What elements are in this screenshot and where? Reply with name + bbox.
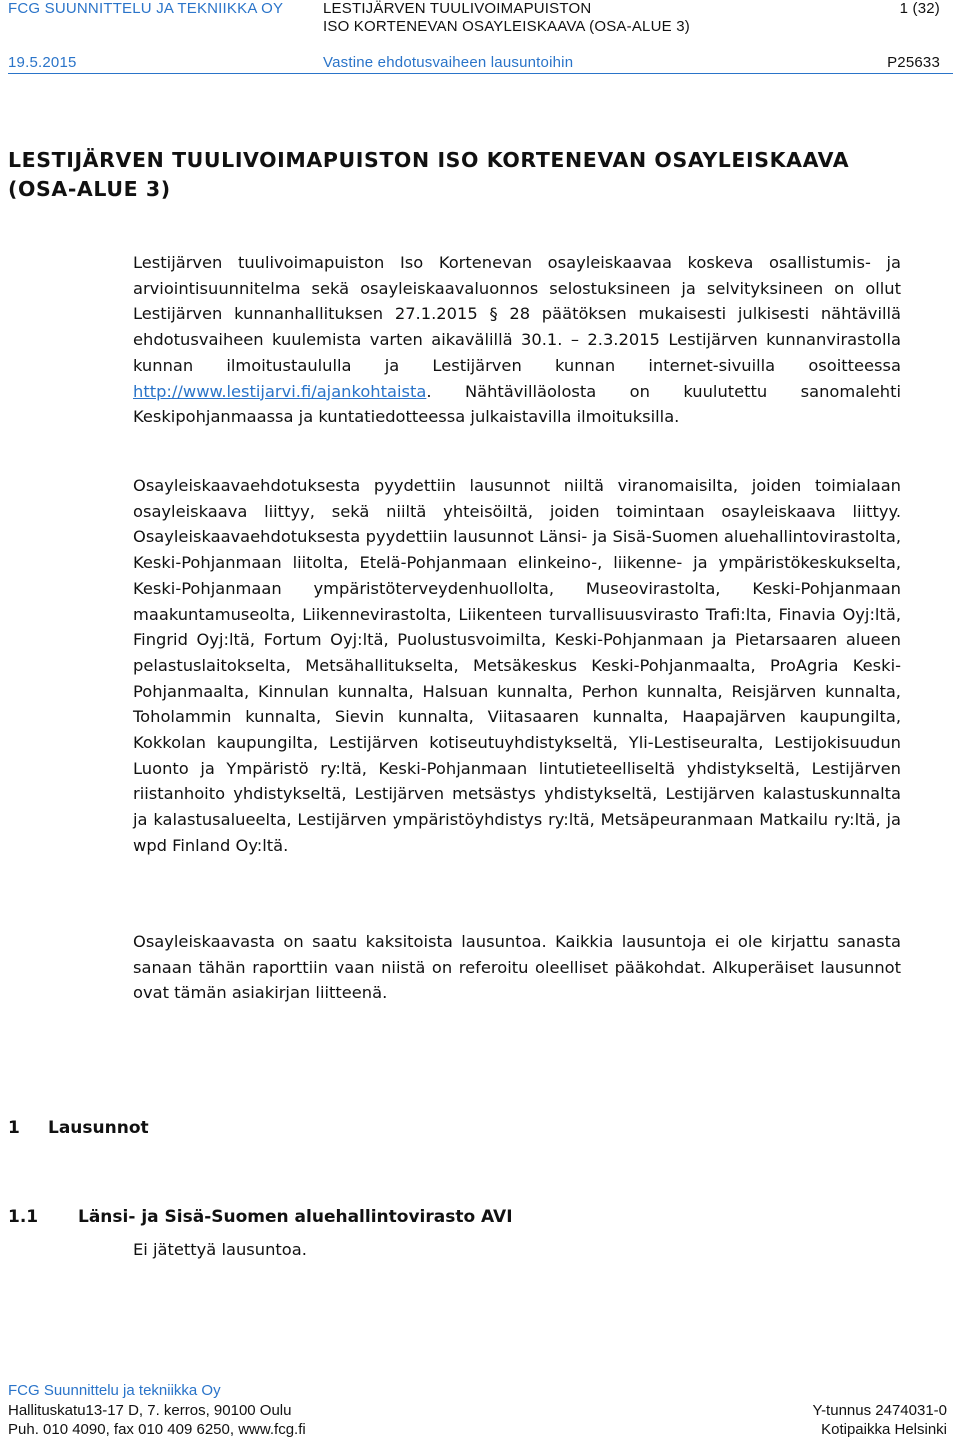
section-1-number: 1 (8, 1118, 20, 1138)
section-1-title: Lausunnot (48, 1118, 149, 1138)
section-1-1-title: Länsi- ja Sisä-Suomen aluehallintovirasto AVI (78, 1207, 513, 1227)
intro-paragraph (133, 250, 901, 430)
header-company: FCG SUUNNITTELU JA TEKNIIKKA OY (8, 0, 284, 17)
header-divider (8, 73, 953, 74)
intro-text-2: . Nähtävilläolosta on kuulutettu sanomalehti Keskipohjanmaassa ja kuntatiedotteessa julkaistavilla ilmoituksilla. (133, 381, 901, 427)
header-date: 19.5.2015 (8, 54, 77, 71)
footer-phone: Puh. 010 4090, fax 010 409 6250, www.fcg.fi (8, 1421, 306, 1438)
project-code: P25633 (887, 54, 940, 71)
footer-address: Hallituskatu13-17 D, 7. kerros, 90100 Oulu (8, 1402, 292, 1419)
intro-text-1: Lestijärven tuulivoimapuiston Iso Kortenevan osayleiskaavaa koskeva osallistumis- ja arviointisuunnitelma sekä osayleiskaavaluonnos selostuksineen ja selvityksineen on ollut Lestijärven kunnanhallituksen 27.1.2015 § 28 päätöksen mukaisesti julkisesti nähtävillä ehdotusvaiheen kuulemista varten aikavälillä 30.1. – 2.3.2015 Lestijärven kunnanvirastolla kunnan ilmoitustaululla ja Lestijärven kunnan internet-sivuilla osoitteessa (133, 253, 901, 375)
header-document-name: Vastine ehdotusvaiheen lausuntoihin (323, 54, 574, 71)
footer-company: FCG Suunnittelu ja tekniikka Oy (8, 1382, 221, 1399)
statements-received-paragraph: Osayleiskaavasta on saatu kaksitoista lausuntoa. Kaikkia lausuntoja ei ole kirjattu sanasta sanaan tähän raporttiin vaan niistä on referoitu oleelliset pääkohdat. Alkuperäiset lausunnot ovat tämän asiakirjan liitteenä. (133, 932, 901, 1003)
footer-business-id: Y-tunnus 2474031-0 (812, 1402, 947, 1419)
section-1-1-text: Ei jätettyä lausuntoa. (133, 1240, 307, 1259)
footer-domicile: Kotipaikka Helsinki (821, 1421, 947, 1438)
statements-requested-paragraph: Osayleiskaavaehdotuksesta pyydettiin lausunnot niiltä viranomaisilta, joiden toimialaan osayleiskaava liittyy, sekä niiltä yhteisöiltä, joiden toimintaan osayleiskaava liittyy. Osayleiskaavaehdotuksesta pyydettiin lausunnot Länsi- ja Sisä-Suomen aluehallintovirastolta, Keski-Pohjanmaan liitolta, Etelä-Pohjanmaan elinkeino-, liikenne- ja ympäristökeskukselta, Keski-Pohjanmaan ympäristöterveydenhuollolta, Museovirastolta, Keski-Pohjanmaan maakuntamuseolta, Liikennevirastolta, Liikenteen turvallisuusvirasto Trafi:lta, Finavia Oyj:ltä, Fingrid Oyj:ltä, Fortum Oyj:ltä, Puolustusvoimilta, Keski-Pohjanmaan ja Pietarsaaren alueen pelastuslaitokselta, Metsähallitukselta, Metsäkeskus Keski-Pohjanmaalta, ProAgria Keski-Pohjanmaalta, Kinnulan kunnalta, Halsuan kunnalta, Perhon kunnalta, Reisjärven kunnalta, Toholammin kunnalta, Sievin kunnalta, Viitasaaren kunnalta, Haapajärven kaupungilta, Kokkolan kaupungilta, Lestijärven kotiseutuyhdistykseltä, Yli-Lestiseuralta, Lestijokisuudun Luonto ja Ympäristö ry:ltä, Keski-Pohjanmaan lintutieteelliseltä yhdistykseltä, Lestijärven riistanhoito yhdistykseltä, Lestijärven metsästys yhdistykseltä, Lestijärven kalastuskunnalta ja kalastusalueelta, Lestijärven ympäristöyhdistys ry:ltä, Metsäpeuranmaan Matkailu ry:ltä, ja wpd Finland Oy:ltä. (133, 476, 901, 855)
page-number: 1 (32) (899, 0, 940, 17)
document-title: LESTIJÄRVEN TUULIVOIMAPUISTON ISO KORTENEVAN OSAYLEISKAAVA (OSA-ALUE 3) (8, 148, 850, 201)
lestijarvi-link[interactable]: http://www.lestijarvi.fi/ajankohtaista (133, 381, 427, 401)
header-title-line2: ISO KORTENEVAN OSAYLEISKAAVA (OSA-ALUE 3) (323, 18, 690, 35)
header-title-line1: LESTIJÄRVEN TUULIVOIMAPUISTON (323, 0, 592, 17)
section-1-1-number: 1.1 (8, 1207, 39, 1227)
